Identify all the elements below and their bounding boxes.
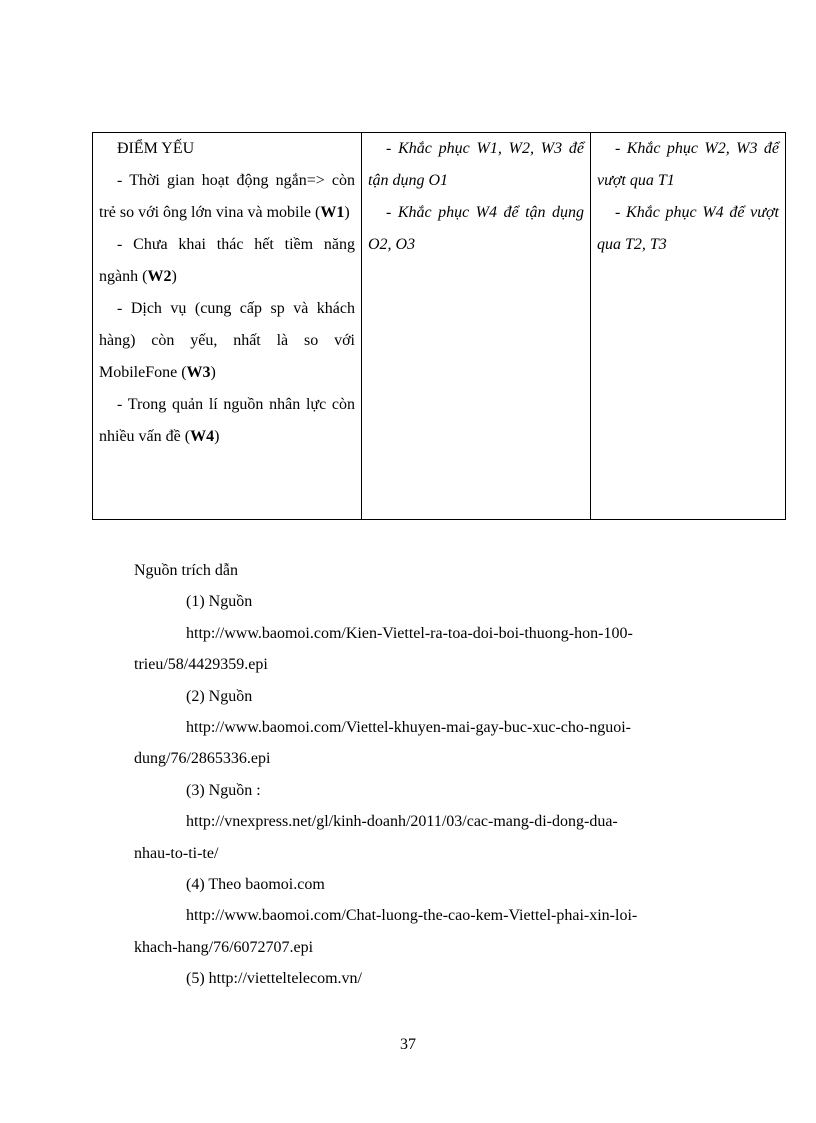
source-url: http://www.baomoi.com/Viettel-khuyen-mai-gay-buc-xuc-cho-nguoi- <box>186 719 631 737</box>
weakness-item: - Trong quản lí nguồn nhân lực còn nhiều vấn đề (W4) <box>99 396 355 445</box>
wt-strategy-cell <box>591 133 786 520</box>
source-label: (1) Nguồn <box>186 593 253 611</box>
weakness-item: - Chưa khai thác hết tiềm năng ngành (W2) <box>99 236 355 285</box>
source-label: (3) Nguồn : <box>186 781 261 799</box>
page-number: 37 <box>400 1036 416 1053</box>
source-url-continued: dung/76/2865336.epi <box>134 750 271 768</box>
source-url-continued: khach-hang/76/6072707.epi <box>134 938 314 956</box>
swot-table <box>92 132 786 520</box>
weakness-cell <box>93 133 362 520</box>
wt-item: - Khắc phục W4 để vượt qua T2, T3 <box>597 204 779 253</box>
sources-section <box>134 555 724 995</box>
sources-heading: Nguồn trích dẫn <box>134 562 238 579</box>
wo-item: - Khắc phục W4 để tận dụng O2, O3 <box>368 204 584 253</box>
weakness-item: - Thời gian hoạt động ngắn=> còn trẻ so với ông lớn vina và mobile (W1) <box>99 172 355 221</box>
source-url: http://www.baomoi.com/Kien-Viettel-ra-toa-doi-boi-thuong-hon-100- <box>186 624 633 642</box>
source-label: (2) Nguồn <box>186 687 253 705</box>
weakness-item: - Dịch vụ (cung cấp sp và khách hàng) còn yếu, nhất là so với MobileFone (W3) <box>99 300 355 381</box>
source-url: http://vnexpress.net/gl/kinh-doanh/2011/03/cac-mang-di-dong-dua- <box>186 813 618 831</box>
table-row <box>93 133 786 520</box>
weakness-title: ĐIỂM YẾU <box>117 140 195 157</box>
wt-item: - Khắc phục W2, W3 để vượt qua T1 <box>597 140 779 189</box>
source-url-continued: nhau-to-ti-te/ <box>134 844 219 862</box>
source-label: (4) Theo baomoi.com <box>186 876 325 894</box>
source-url: http://www.baomoi.com/Chat-luong-the-cao-kem-Viettel-phai-xin-loi- <box>186 907 638 925</box>
source-url-continued: trieu/58/4429359.epi <box>134 656 268 674</box>
wo-item: - Khắc phục W1, W2, W3 để tận dụng O1 <box>368 140 584 189</box>
source-label: (5) http://vietteltelecom.vn/ <box>186 970 362 988</box>
wo-strategy-cell <box>362 133 591 520</box>
